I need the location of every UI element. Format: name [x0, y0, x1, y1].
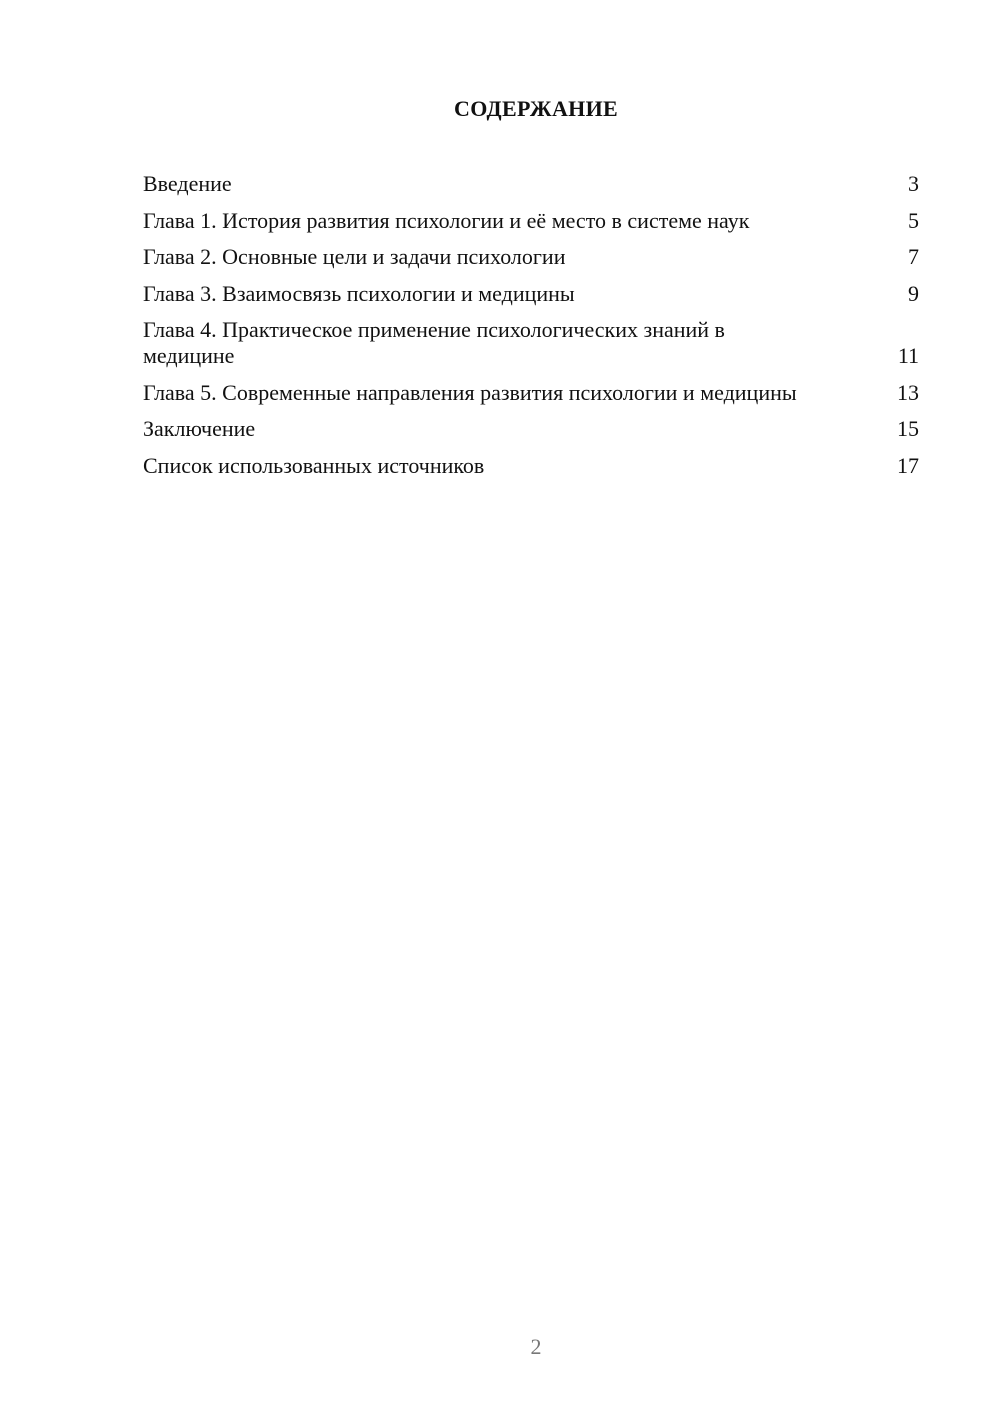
- toc-entry-page-number: 17: [897, 452, 919, 478]
- toc-entry-page-number: 15: [897, 416, 919, 441]
- toc-entry-title: Глава 2. Основные цели и задачи психологии: [143, 244, 566, 269]
- toc-entry-title: Глава 4. Практическое применение психологических знаний в медицине: [143, 317, 725, 368]
- toc-entry-chapter-1: [143, 208, 919, 234]
- toc-entry-references: [143, 453, 919, 479]
- toc-entry-title: Глава 1. История развития психологии и её место в системе наук: [143, 207, 750, 233]
- toc-entry-chapter-4: [143, 317, 919, 369]
- toc-entry-conclusion: [143, 416, 919, 442]
- toc-entry-page-number: 3: [908, 171, 919, 196]
- toc-entry-chapter-2: [143, 244, 919, 270]
- toc-entry-chapter-3: [143, 281, 919, 307]
- toc-entry-title: Глава 5. Современные направления развития психологии и медицины: [143, 379, 797, 405]
- toc-entry-page-number: 7: [908, 244, 919, 269]
- toc-entry-chapter-5: [143, 380, 919, 406]
- toc-entry-introduction: [143, 171, 919, 197]
- page-title: СОДЕРЖАНИЕ: [454, 96, 618, 121]
- toc-entry-page-number: 9: [908, 280, 919, 306]
- footer-page-number: 2: [530, 1334, 542, 1359]
- toc-entry-title: Введение: [143, 171, 232, 196]
- toc-entry-page-number: 5: [908, 207, 919, 233]
- toc-entry-page-number: 13: [897, 379, 919, 405]
- toc-entry-title: Список использованных источников: [143, 452, 485, 478]
- toc-entry-title: Глава 3. Взаимосвязь психологии и медицины: [143, 280, 575, 306]
- toc-entry-page-number: 11: [897, 343, 919, 368]
- table-of-contents: [143, 171, 919, 489]
- toc-entry-title: Заключение: [143, 416, 256, 441]
